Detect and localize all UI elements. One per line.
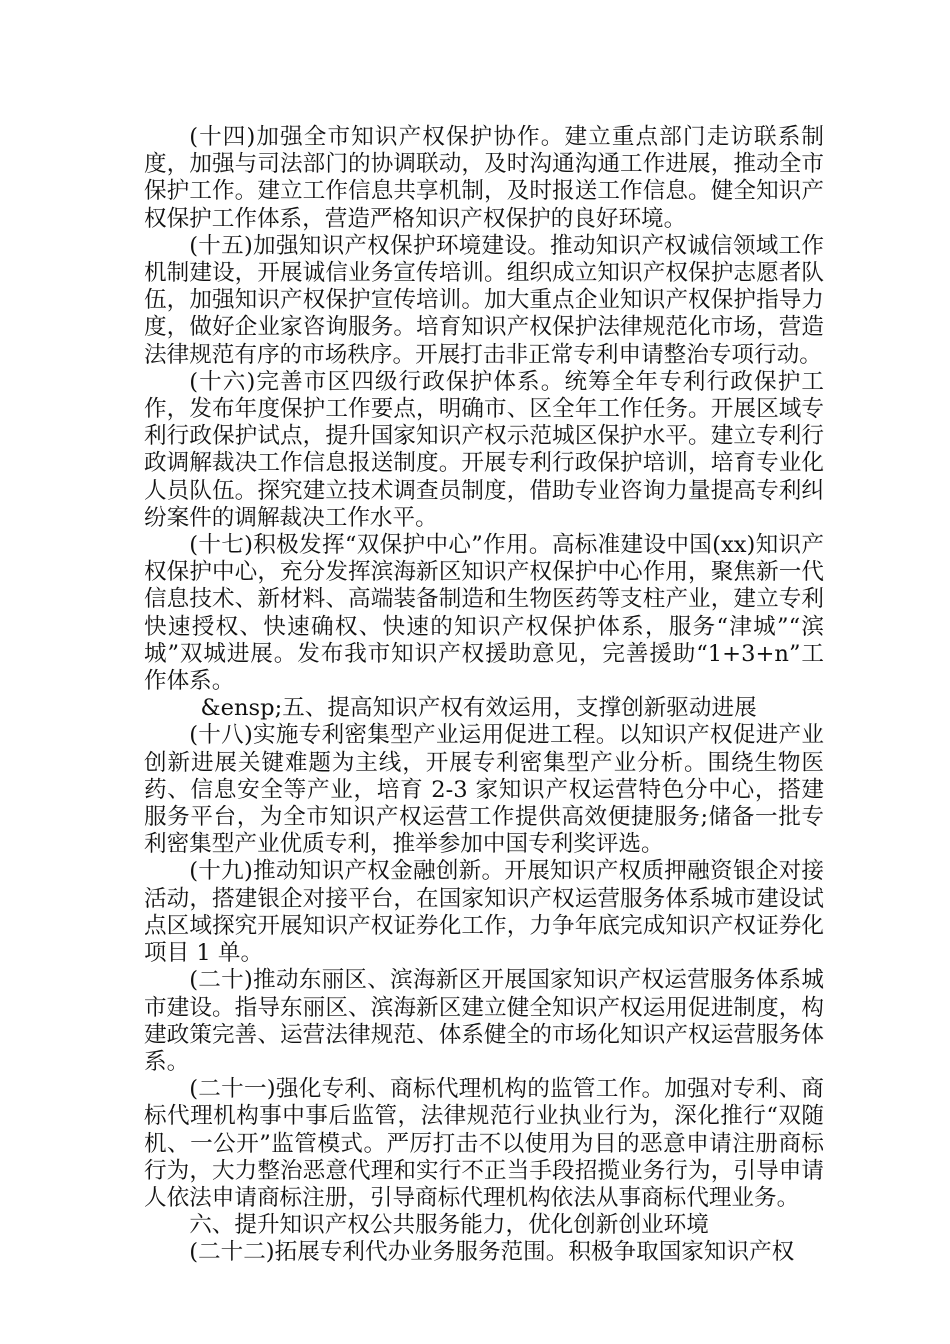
paragraph-21: (二十一)强化专利、商标代理机构的监管工作。加强对专利、商标代理机构事中事后监管，法律规范行业执业行为，深化推行“双随机、一公开”监管模式。严厉打击不以使用为目的恶意申请注册商标行为，大力整治恶意代理和实行不正当手段招揽业务行为，引导申请人依法申请商标注册，引导商标代理机构依法从事商标代理业务。	[144, 1076, 824, 1211]
paragraph-20: (二十)推动东丽区、滨海新区开展国家知识产权运营服务体系城市建设。指导东丽区、滨海新区建立健全知识产权运用促进制度，构建政策完善、运营法律规范、体系健全的市场化知识产权运营服务体系。	[144, 967, 824, 1075]
section-heading-5: &ensp;五、提高知识产权有效运用，支撑创新驱动进展	[200, 695, 757, 722]
paragraph-22: (二十二)拓展专利代办业务服务范围。积极争取国家知识产权	[189, 1239, 795, 1266]
paragraph-16: (十六)完善市区四级行政保护体系。统筹全年专利行政保护工作，发布年度保护工作要点，明确市、区全年工作任务。开展区域专利行政保护试点，提升国家知识产权示范城区保护水平。建立专利行政调解裁决工作信息报送制度。开展专利行政保护培训，培育专业化人员队伍。探究建立技术调查员制度，借助专业咨询力量提高专利纠纷案件的调解裁决工作水平。	[144, 368, 824, 531]
paragraph-17: (十七)积极发挥“双保护中心”作用。高标准建设中国(xx)知识产权保护中心，充分发挥滨海新区知识产权保护中心作用，聚焦新一代信息技术、新材料、高端装备制造和生物医药等支柱产业，建立专利快速授权、快速确权、快速的知识产权保护体系，服务“津城”“滨城”双城进展。发布我市知识产权援助意见，完善援助“1+3+n”工作体系。	[144, 532, 824, 695]
paragraph-19: (十九)推动知识产权金融创新。开展知识产权质押融资银企对接活动，搭建银企对接平台，在国家知识产权运营服务体系城市建设试点区域探究开展知识产权证券化工作，力争年底完成知识产权证券化项目 1 单。	[144, 858, 824, 967]
document-body	[144, 124, 824, 1267]
paragraph-18: (十八)实施专利密集型产业运用促进工程。以知识产权促进产业创新进展关键难题为主线，开展专利密集型产业分析。围绕生物医药、信息安全等产业，培育 2-3 家知识产权运营特色分中心，搭建服务平台，为全市知识产权运营工作提供高效便捷服务;储备一批专利密集型产业优质专利，推举参加中国专利奖评选。	[144, 722, 824, 858]
paragraph-15: (十五)加强知识产权保护环境建设。推动知识产权诚信领域工作机制建设，开展诚信业务宣传培训。组织成立知识产权保护志愿者队伍，加强知识产权保护宣传培训。加大重点企业知识产权保护指导力度，做好企业家咨询服务。培育知识产权保护法律规范化市场，营造法律规范有序的市场秩序。开展打击非正常专利申请整治专项行动。	[144, 232, 824, 368]
paragraph-14: (十四)加强全市知识产权保护协作。建立重点部门走访联系制度，加强与司法部门的协调联动，及时沟通沟通工作进展，推动全市保护工作。建立工作信息共享机制，及时报送工作信息。健全知识产权保护工作体系，营造严格知识产权保护的良好环境。	[144, 124, 824, 232]
section-heading-6: 六、提升知识产权公共服务能力，优化创新创业环境	[189, 1212, 709, 1239]
